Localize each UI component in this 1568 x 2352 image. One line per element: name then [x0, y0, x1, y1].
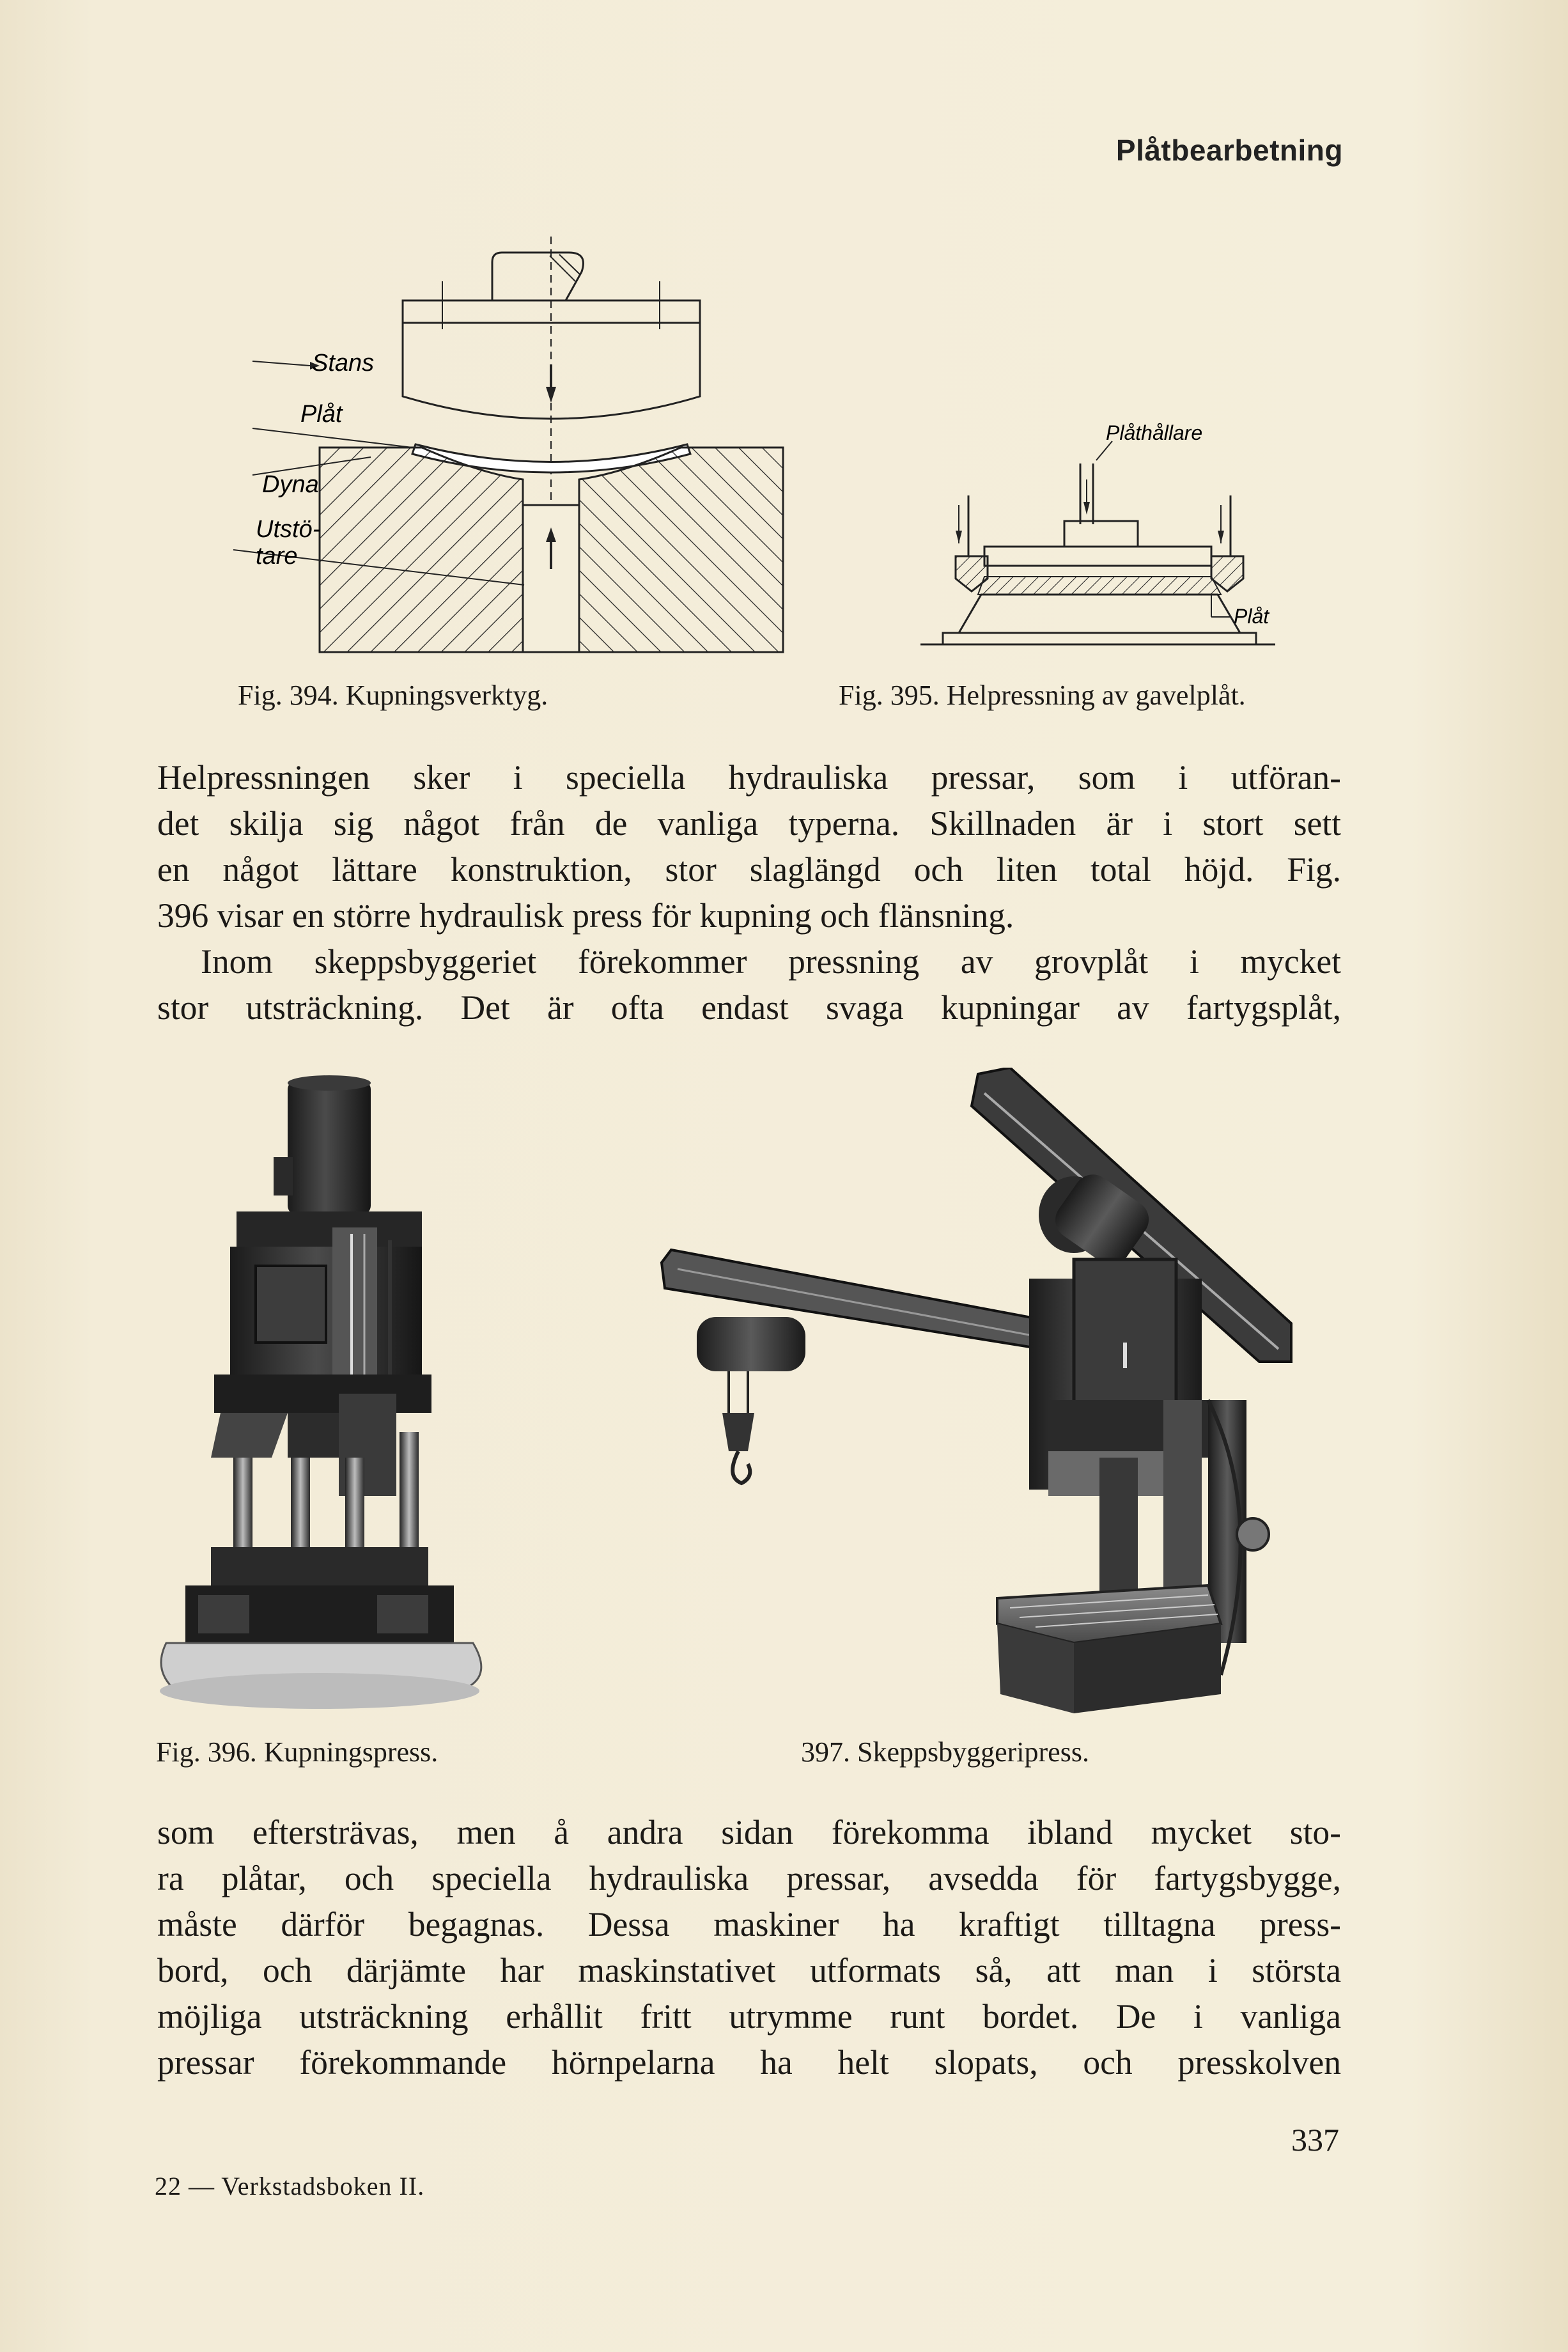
paragraph-1-line: stor utsträckning. Det är ofta endast svaga kupningar av fartygsplåt, [157, 988, 1341, 1027]
paragraph-2-line: som eftersträvas, men å andra sidan förekomma ibland mycket sto- [157, 1813, 1341, 1851]
fig-394-drawing [256, 237, 780, 652]
label-stans: Stans [312, 350, 375, 377]
running-head: Plåtbearbetning [1115, 134, 1343, 167]
paragraph-1-line: 396 visar en större hydraulisk press för kupning och flänsning. [157, 896, 1014, 935]
fig-394-caption: Fig. 394. Kupningsverktyg. [238, 680, 548, 711]
paragraph-1-line: det skilja sig något från de vanliga typerna. Skillnaden är i stort sett [157, 804, 1341, 843]
paragraph-2-line: ra plåtar, och speciella hydrauliska pressar, avsedda för fartygsbygge, [157, 1859, 1341, 1897]
fig-397-caption: 397. Skeppsbyggeripress. [801, 1736, 1089, 1768]
label-utstotare-1: Utstö- [256, 516, 321, 543]
printer-signature: 22 — Verkstadsboken II. [155, 2172, 425, 2200]
page-number: 337 [1291, 2122, 1339, 2158]
paragraph-2-line: möjliga utsträckning erhållit fritt utrymme runt bordet. De i vanliga [157, 1997, 1341, 2036]
label-utstotare-2: tare [256, 543, 298, 570]
paragraph-1 [157, 754, 1341, 1031]
paragraph-2-line: bord, och därjämte har maskinstativet utformats så, att man i största [157, 1951, 1341, 1990]
fig-396-photo [160, 1074, 505, 1720]
paragraph-2-line: måste därför begagnas. Dessa maskiner ha kraftigt tilltagna press- [157, 1905, 1341, 1943]
paragraph-2-line: pressar förekommande hörnpelarna ha helt slopats, och presskolven [157, 2043, 1341, 2082]
fig-397-photo [652, 1068, 1342, 1726]
label-plathallare: Plåthållare [1106, 421, 1203, 444]
paragraph-1-line: Inom skeppsbyggeriet förekommer pressning av grovplåt i mycket [201, 942, 1341, 981]
paragraph-1-line: en något lättare konstruktion, stor slaglängd och liten total höjd. Fig. [157, 850, 1341, 889]
label-plat: Plåt [300, 401, 343, 428]
fig-396-caption: Fig. 396. Kupningspress. [156, 1736, 439, 1768]
paragraph-2 [157, 1809, 1341, 2085]
label-plat-395: Plåt [1234, 605, 1269, 628]
fig-395-caption: Fig. 395. Helpressning av gavelplåt. [839, 680, 1246, 711]
fig-395-drawing [920, 421, 1291, 646]
paragraph-1-line: Helpressningen sker i speciella hydrauliska pressar, som i utföran- [157, 758, 1341, 797]
label-dyna: Dyna [262, 471, 319, 498]
